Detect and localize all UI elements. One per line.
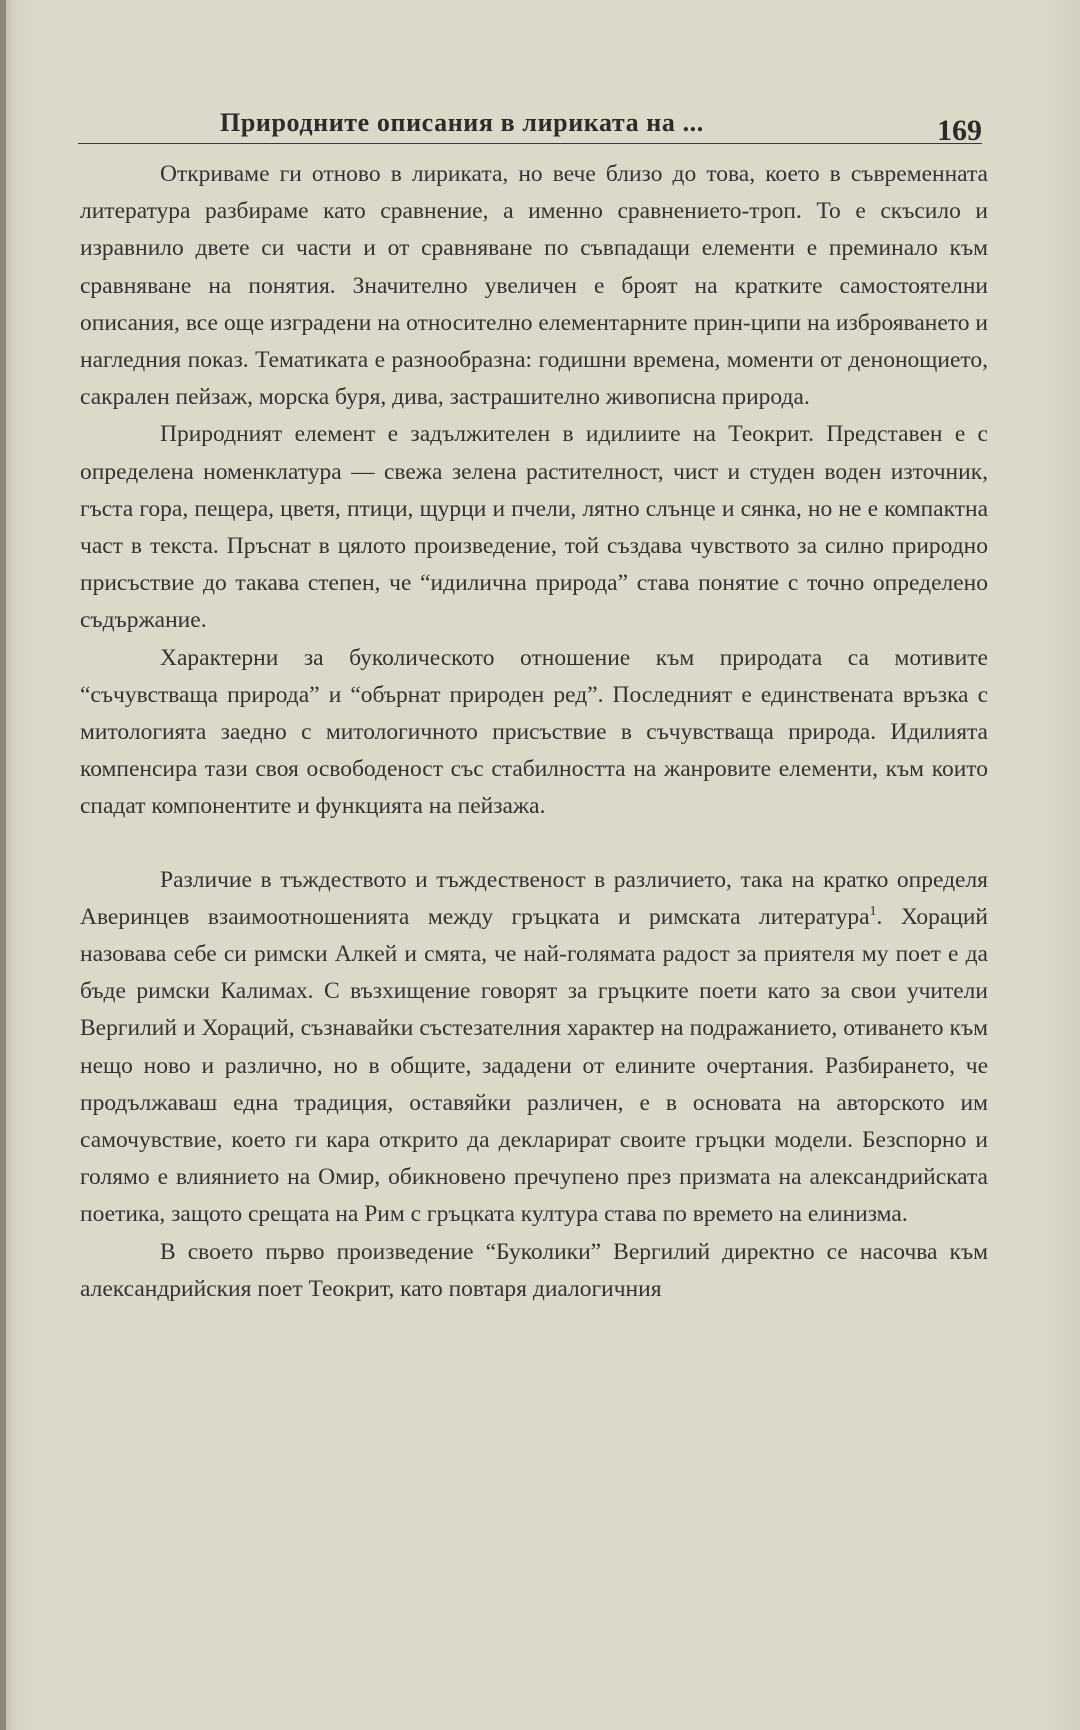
paragraph-4: [80, 862, 988, 1234]
paragraph-4-start: Различие в тъждеството и тъждественост в различието, така на кратко определя Аверинцев взаимоотношенията между гръцката и римската литература: [80, 866, 988, 930]
body-text: [80, 156, 988, 1308]
paragraph-1: Откриваме ги отново в лириката, но вече близо до това, което в съвременната литература разбираме като сравнение, а именно сравнението-троп. То е скъсило и изравнило двете си части и от сравняване по съвпадащи елементи е преминало към сравняване на понятия. Значително увеличен е броят на кратките самостоятелни описания, все още изградени на относително елементарните прин-ципи на изброяването и нагледния показ. Тематиката е разнообразна: годишни времена, моменти от денонощието, сакрален пейзаж, морска буря, дива, застрашително живописна природа.: [80, 161, 988, 411]
footnote-reference: 1: [869, 904, 877, 920]
book-spine-edge: [0, 0, 6, 1730]
running-title: Природните описания в лириката на ...: [220, 108, 704, 137]
paragraph-4-continuation: . Хораций назовава себе си римски Алкей и смята, че най-голямата радост за приятеля му поет е да бъде римски Калимах. С възхищение говорят за гръцките поети като за свои учители Вергилий и Хораций, съзнавайки състезателния характер на подражанието, отиването към нещо ново и различно, но в общите, зададени от елините очертания. Разбирането, че продължаваш една традиция, оставяйки различен, е в основата на авторското им самочувствие, което ги кара открито да декларират своите гръцки модели. Безспорно и голямо е влиянието на Омир, обикновено пречупено през призмата на александрийската поетика, защото срещата на Рим с гръцката култура става по времето на елинизма.: [80, 903, 988, 1228]
page-number: 169: [937, 114, 982, 147]
paragraph-5: В своето първо произведение “Буколики” Вергилий директно се насочва към александрийския поет Теокрит, като повтаря диалогичния: [80, 1238, 988, 1302]
running-header: [78, 104, 982, 147]
paragraph-3: Характерни за буколическото отношение към природата са мотивите “съчувстваща природа” и “обърнат природен ред”. Последният е единствената връзка с митологията заедно с митологичното присъствие в съчувстваща природа. Идилията компенсира тази своя освободеност със стабилността на жанровите елементи, към които спадат компонентите и функцията на пейзажа.: [80, 644, 988, 820]
paragraph-2: Природният елемент е задължителен в идилиите на Теокрит. Представен е с определена номенклатура — свежа зелена растителност, чист и студен воден източник, гъста гора, пещера, цветя, птици, щурци и пчели, лятно слънце и сянка, но не е компактна част в текста. Пръснат в цялото произведение, той създава чувството за силно природно присъствие до такава степен, че “идилична природа” става понятие с точно определено съдържание.: [80, 421, 988, 634]
